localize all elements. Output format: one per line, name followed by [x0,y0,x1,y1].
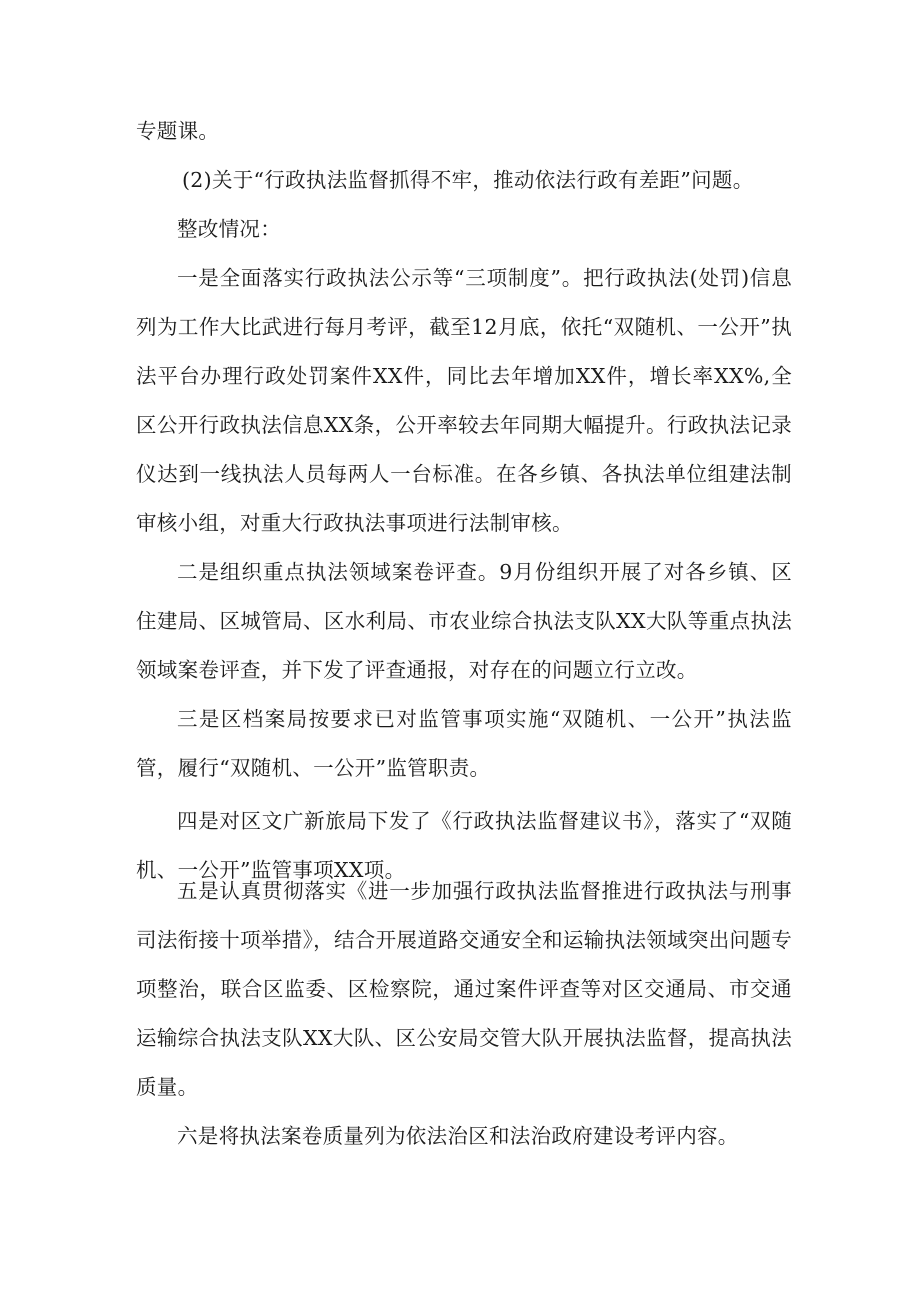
paragraph-item-3: 三是区档案局按要求已对监管事项实施“双随机、一公开”执法监管，履行“双随机、一公开”监管职责。 [136,707,792,780]
paragraph-item-6: 六是将执法案卷质量列为依法治区和法治政府建设考评内容。 [177,1124,739,1148]
paragraph-continuation: 专题课。 [136,119,220,143]
paragraph-issue-heading: (2)关于“行政执法监督抓得不牢，推动依法行政有差距”问题。 [182,168,754,192]
paragraph-item-1: 一是全面落实行政执法公示等“三项制度”。把行政执法(处罚)信息列为工作大比武进行每月考评，截至12月底，依托“双随机、一公开”执法平台办理行政处罚案件XX件，同比去年增加XX件，增长率XX%,全区公开行政执法信息XX条，公开率较去年同期大幅提升。行政执法记录仪达到一线执法人员每两人一台标准。在各乡镇、各执法单位组建法制审核小组，对重大行政执法事项进行法制审核。 [136,266,792,535]
paragraph-item-5: 五是认真贯彻落实《进一步加强行政执法监督推进行政执法与刑事司法衔接十项举措》，结合开展道路交通安全和运输执法领域突出问题专项整治，联合区监委、区检察院，通过案件评查等对区交通局、市交通运输综合执法支队XX大队、区公安局交管大队开展执法监督，提高执法质量。 [136,879,792,1099]
paragraph-item-4: 四是对区文广新旅局下发了《行政执法监督建议书》，落实了“双随机、一公开”监管事项XX项。 [136,809,792,882]
paragraph-rectification-label: 整改情况： [177,217,281,241]
paragraph-item-2: 二是组织重点执法领域案卷评查。9月份组织开展了对各乡镇、区住建局、区城管局、区水利局、市农业综合执法支队XX大队等重点执法领域案卷评查，并下发了评查通报，对存在的问题立行立改。 [136,560,792,682]
